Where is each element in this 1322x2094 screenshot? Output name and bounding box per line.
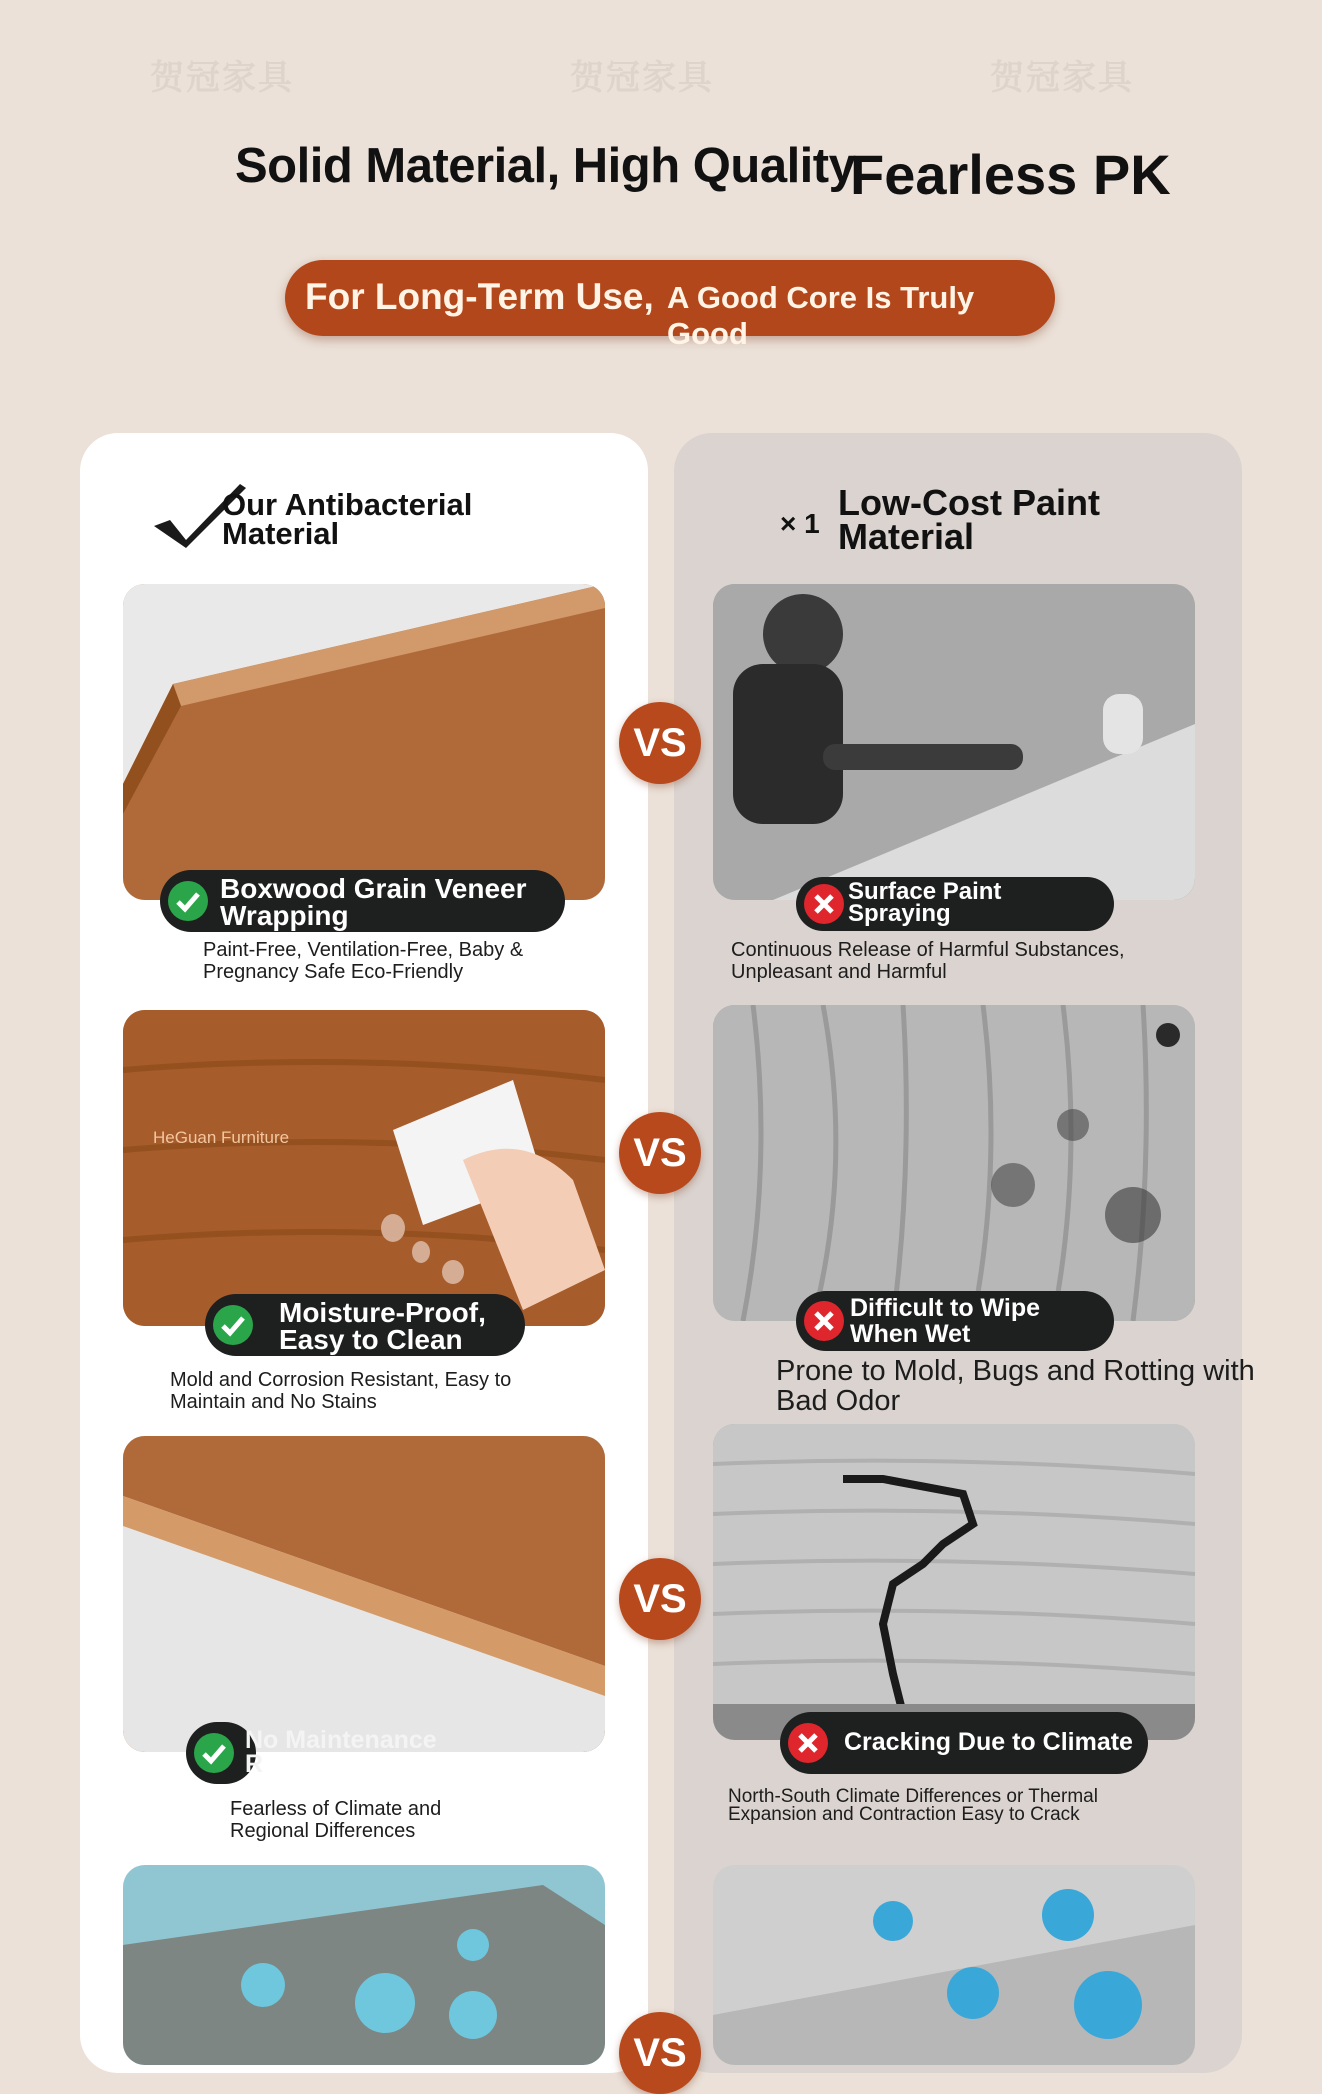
vs-badge: VS [619, 1558, 701, 1640]
desc-cracking: North-South Climate Differences or Thermal Expansion and Contraction Easy to Crack [728, 1786, 1098, 1825]
badge-text: Cracking Due to Climate [844, 1728, 1133, 1756]
left-column-header [152, 482, 552, 562]
vs-badge: VS [619, 702, 701, 784]
wood-wipe-image [123, 1010, 605, 1326]
desc-moisture-proof: Mold and Corrosion Resistant, Easy to Maintain and No Stains [170, 1369, 512, 1413]
desc-veneer: Paint-Free, Ventilation-Free, Baby & Pregnancy Safe Eco-Friendly [203, 939, 524, 983]
desc-paint-spraying: Continuous Release of Harmful Substances, Unpleasant and Harmful [731, 939, 1125, 983]
right-column-header [780, 482, 1220, 562]
subtitle-pill [285, 260, 1055, 351]
check-circle-icon [194, 1733, 234, 1773]
brand-watermark-en: HeGuan Furniture [153, 1128, 290, 1147]
title-left: Solid Material, High Quality [235, 139, 856, 193]
badge-veneer [160, 870, 565, 932]
veneer-board-image [123, 584, 605, 900]
vs-badge: VS [619, 1112, 701, 1194]
cracked-board-image [713, 1424, 1195, 1740]
moldy-board-image [713, 1005, 1195, 1321]
badge-no-maintenance-text: No Maintenance R [245, 1726, 437, 1778]
check-circle-icon [168, 881, 208, 921]
badge-text: Surface Paint Spraying [848, 878, 1002, 927]
badge-difficult-to-wipe [796, 1291, 1114, 1351]
title-right: Fearless PK [850, 143, 1171, 206]
watermark: 贺冠家具 [150, 58, 294, 98]
pill-text-right: A Good Core Is Truly Good [667, 280, 975, 351]
badge-text: Moisture-Proof, Easy to Clean [279, 1297, 486, 1355]
badge-paint-spraying [796, 877, 1114, 931]
cross-marker: × 1 [780, 508, 820, 539]
check-circle-icon [213, 1305, 253, 1345]
antibacterial-board-image [123, 1865, 605, 2065]
cross-circle-icon [804, 884, 844, 924]
vs-badge: VS [619, 2012, 701, 2094]
badge-text: Difficult to Wipe When Wet [850, 1294, 1041, 1348]
page-title [0, 138, 1322, 208]
cross-circle-icon [804, 1301, 844, 1341]
cross-circle-icon [788, 1723, 828, 1763]
desc-difficult-to-wipe: Prone to Mold, Bugs and Rotting with Bad Odor [776, 1355, 1255, 1417]
pill-text-left: For Long-Term Use, [305, 276, 654, 317]
board-edge-image [123, 1436, 605, 1752]
badge-text: Boxwood Grain Veneer Wrapping [220, 873, 527, 931]
watermark: 贺冠家具 [570, 58, 714, 98]
watermark: 贺冠家具 [990, 58, 1134, 98]
badge-moisture-proof [205, 1294, 525, 1356]
desc-no-maintenance: Fearless of Climate and Regional Differences [230, 1798, 442, 1842]
germ-board-image [713, 1865, 1195, 2065]
left-header-label: Our Antibacterial Material [222, 487, 473, 551]
badge-cracking [780, 1712, 1148, 1774]
paint-spraying-image [713, 584, 1195, 900]
right-header-label: Low-Cost Paint Material [838, 482, 1100, 557]
